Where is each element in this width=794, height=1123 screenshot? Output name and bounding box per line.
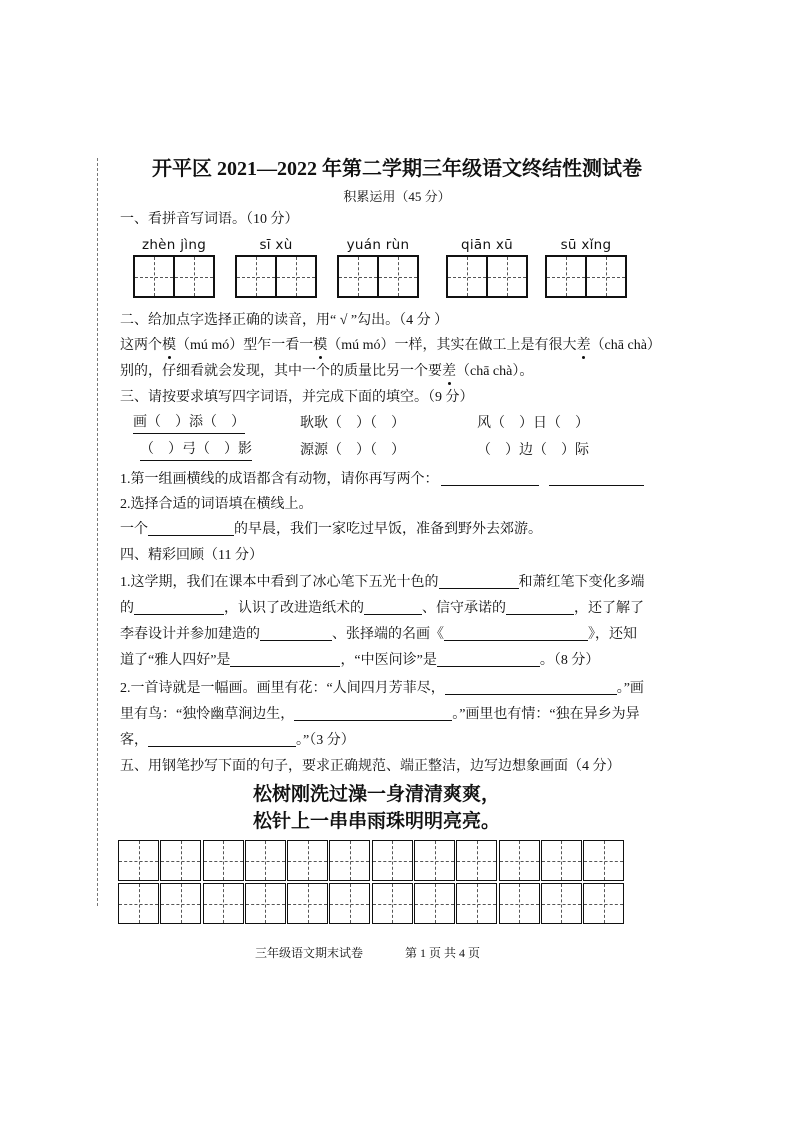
text-segment: 1.这学期，我们在课本中看到了冰心笔下五光十色的 bbox=[120, 575, 439, 590]
text-segment: 。”画 bbox=[616, 681, 644, 696]
idiom-item-underlined: （ ）弓（ ）影 bbox=[140, 441, 252, 461]
writing-box-cell bbox=[235, 255, 277, 298]
text-segment: 里有鸟：“独怜幽草涧边生， bbox=[120, 707, 295, 722]
writing-grid-cell bbox=[414, 883, 455, 924]
question-line bbox=[120, 705, 640, 728]
dotted-character: 模 bbox=[162, 336, 176, 356]
pinyin-label: zhèn jìng bbox=[141, 237, 207, 253]
writing-box-cell bbox=[486, 255, 528, 298]
writing-box-cell bbox=[173, 255, 215, 298]
text-segment: 别的，仔细看就会发现，其中一个的质量比另一个要 bbox=[120, 364, 442, 379]
section-5-heading: 五、用钢笔抄写下面的句子，要求正确规范、端正整洁，边写边想象画面（4 分） bbox=[120, 759, 621, 774]
text-segment: 和萧红笔下变化多端 bbox=[518, 575, 645, 590]
writing-box-group bbox=[235, 255, 317, 298]
question-line bbox=[120, 470, 644, 493]
text-segment: 这两个 bbox=[120, 338, 162, 353]
dotted-character: 差 bbox=[577, 336, 591, 356]
answer-blank bbox=[439, 574, 519, 589]
section-2-heading: 二、给加点字选择正确的读音，用“ √ ”勾出。（4 分 ） bbox=[120, 313, 449, 328]
writing-grid-cell bbox=[372, 840, 413, 881]
answer-blank bbox=[364, 600, 422, 615]
writing-grid-cell bbox=[372, 883, 413, 924]
writing-box-cell bbox=[545, 255, 587, 298]
idiom-item: 源源（ ）（ ） bbox=[300, 443, 405, 458]
writing-grid-cell bbox=[541, 883, 582, 924]
pinyin-label: yuán rùn bbox=[346, 237, 410, 253]
text-segment: 、张择端的名画《 bbox=[332, 627, 444, 642]
pronunciation-line bbox=[120, 336, 661, 359]
writing-grid-cell bbox=[456, 883, 497, 924]
writing-grid-cell bbox=[329, 883, 370, 924]
exam-part-subtitle: 积累运用（45 分） bbox=[343, 189, 451, 204]
text-segment: 。（8 分） bbox=[539, 653, 600, 668]
writing-box-cell bbox=[446, 255, 488, 298]
text-segment: （mú mó）一样，其实在做工上是有很大 bbox=[327, 338, 577, 353]
answer-blank bbox=[148, 521, 234, 536]
idiom-item: 风（ ）日（ ） bbox=[477, 416, 589, 431]
writing-grid-cell bbox=[499, 883, 540, 924]
answer-blank bbox=[260, 626, 332, 641]
pronunciation-line bbox=[120, 362, 533, 385]
text-segment: 。”画里也有情：“独在异乡为异 bbox=[452, 707, 640, 722]
text-segment: 李春设计并参加建造的 bbox=[120, 627, 260, 642]
text-segment: （chā chà） bbox=[590, 338, 661, 353]
footer-page-info: 第 1 页 共 4 页 bbox=[405, 946, 481, 960]
writing-box-group bbox=[446, 255, 528, 298]
writing-grid-cell bbox=[118, 840, 159, 881]
writing-box-group bbox=[545, 255, 627, 298]
writing-grid-cell bbox=[203, 883, 244, 924]
text-segment: ，“中医问诊”是 bbox=[340, 653, 437, 668]
pinyin-label: sū xǐng bbox=[560, 237, 612, 253]
question-line bbox=[120, 651, 599, 674]
question-line bbox=[120, 520, 542, 543]
answer-blank bbox=[549, 471, 644, 486]
writing-grid-cell bbox=[414, 840, 455, 881]
text-segment: 的早晨，我们一家吃过早饭，准备到野外去郊游。 bbox=[234, 522, 542, 537]
answer-blank bbox=[230, 652, 340, 667]
idiom-item: 耿耿（ ）（ ） bbox=[300, 416, 405, 431]
answer-blank bbox=[294, 706, 452, 721]
text-segment: 道了“雅人四好”是 bbox=[120, 653, 231, 668]
section-3-heading: 三、请按要求填写四字词语，并完成下面的填空。（9 分） bbox=[120, 390, 474, 405]
answer-blank bbox=[445, 680, 617, 695]
dotted-character: 差 bbox=[442, 362, 456, 382]
pinyin-label: sī xù bbox=[259, 237, 293, 253]
writing-grid-cell bbox=[541, 840, 582, 881]
text-segment: 一个 bbox=[120, 522, 148, 537]
idiom-item: （ ）边（ ）际 bbox=[477, 443, 589, 458]
section-1-heading: 一、看拼音写词语。（10 分） bbox=[120, 212, 299, 227]
question-line bbox=[120, 573, 645, 596]
text-segment: 、信守承诺的 bbox=[422, 601, 506, 616]
text-segment: 》，还知 bbox=[588, 627, 637, 642]
section-4-heading: 四、精彩回顾（11 分） bbox=[120, 548, 263, 563]
text-segment: 2.一首诗就是一幅画。画里有花：“人间四月芳菲尽， bbox=[120, 681, 445, 696]
writing-grid-cell bbox=[287, 840, 328, 881]
writing-grid-cell bbox=[287, 883, 328, 924]
text-segment: （mú mó）型乍一看一 bbox=[176, 338, 314, 353]
exam-title: 开平区 2021—2022 年第二学期三年级语文终结性测试卷 bbox=[152, 158, 642, 180]
dotted-character: 模 bbox=[313, 336, 327, 356]
answer-blank bbox=[506, 600, 574, 615]
writing-grid-cell bbox=[329, 840, 370, 881]
writing-box-group bbox=[133, 255, 215, 298]
answer-blank bbox=[441, 471, 539, 486]
writing-box-cell bbox=[585, 255, 627, 298]
text-segment: （chā chà）。 bbox=[456, 364, 534, 379]
copy-sentence: 松树刚洗过澡一身清清爽爽， bbox=[253, 784, 501, 805]
writing-box-cell bbox=[337, 255, 379, 298]
writing-box-group bbox=[337, 255, 419, 298]
question-line bbox=[120, 731, 355, 754]
writing-grid-cell bbox=[203, 840, 244, 881]
writing-grid-cell bbox=[245, 840, 286, 881]
copy-sentence: 松针上一串串雨珠明明亮亮。 bbox=[253, 811, 501, 832]
idiom-item-underlined: 画（ ）添（ ） bbox=[133, 414, 245, 434]
answer-blank bbox=[148, 732, 296, 747]
text-segment: 的 bbox=[120, 601, 134, 616]
binding-line bbox=[97, 158, 98, 906]
writing-grid-cell bbox=[456, 840, 497, 881]
writing-grid-cell bbox=[160, 883, 201, 924]
question-line bbox=[120, 679, 644, 702]
question-line bbox=[120, 625, 637, 648]
writing-box-cell bbox=[133, 255, 175, 298]
writing-grid-cell bbox=[118, 883, 159, 924]
writing-grid-cell bbox=[583, 883, 624, 924]
text-segment: ，认识了改进造纸术的 bbox=[224, 601, 364, 616]
writing-box-cell bbox=[275, 255, 317, 298]
writing-grid-cell bbox=[499, 840, 540, 881]
text-segment: 。”（3 分） bbox=[296, 733, 355, 748]
answer-blank bbox=[134, 600, 224, 615]
question-line: 2.选择合适的词语填在横线上。 bbox=[120, 497, 313, 512]
text-segment: ，还了解了 bbox=[574, 601, 644, 616]
text-segment: 1.第一组画横线的成语都含有动物，请你再写两个： bbox=[120, 472, 439, 487]
writing-grid-cell bbox=[160, 840, 201, 881]
answer-blank bbox=[437, 652, 540, 667]
text-segment: 客， bbox=[120, 733, 148, 748]
copy-writing-grid bbox=[118, 840, 624, 924]
answer-blank bbox=[444, 626, 588, 641]
writing-box-cell bbox=[377, 255, 419, 298]
writing-grid-cell bbox=[583, 840, 624, 881]
pinyin-label: qiān xū bbox=[460, 237, 514, 253]
footer-exam-name: 三年级语文期末试卷 bbox=[255, 946, 364, 960]
writing-grid-cell bbox=[245, 883, 286, 924]
question-line bbox=[120, 599, 644, 622]
